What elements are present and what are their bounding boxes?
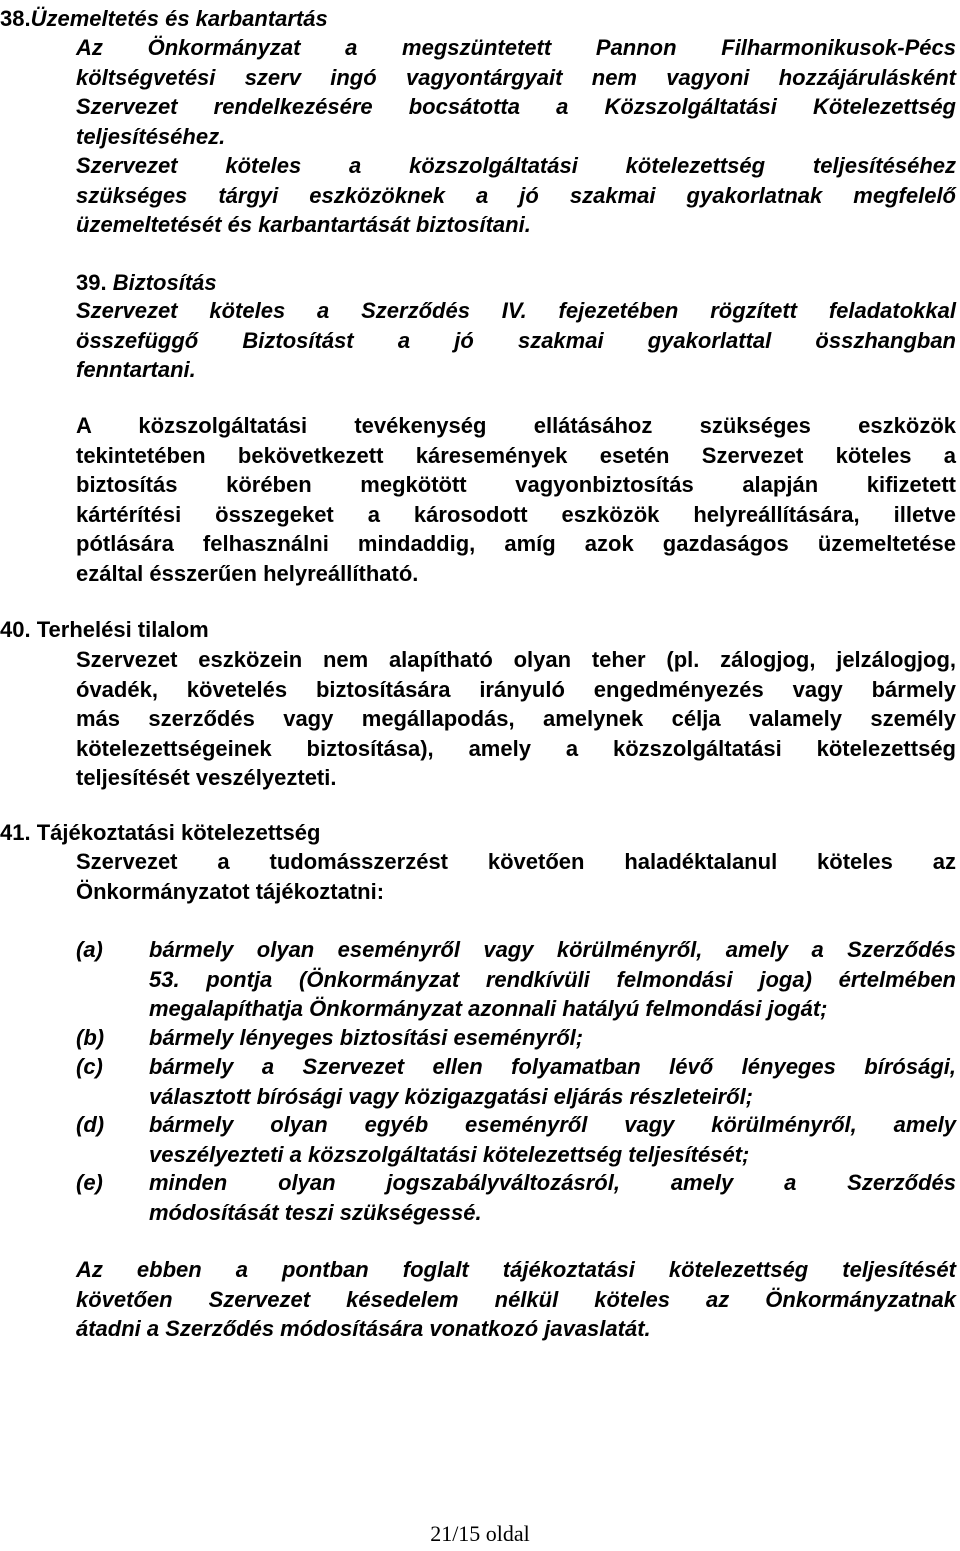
- text-line: Szervezet rendelkezésére bocsátotta a Közszolgáltatási Kötelezettség: [76, 94, 956, 119]
- page-number-footer: 21/15 oldal: [430, 1521, 530, 1546]
- section-41-intro: [76, 847, 956, 906]
- list-item-label-e: (e): [76, 1170, 103, 1195]
- text-line: Az ebben a pontban foglalt tájékoztatási kötelezettség teljesítését: [76, 1257, 956, 1282]
- text-line: veszélyezteti a közszolgáltatási kötelezettség teljesítését;: [149, 1141, 750, 1167]
- text-line: költségvetési szerv ingó vagyontárgyait nem vagyoni hozzájárulásként: [76, 64, 956, 90]
- section-38-paragraph-1: [76, 33, 956, 151]
- section-40-number: 40.: [0, 617, 31, 642]
- section-39-heading: [76, 268, 217, 298]
- text-line: biztosítás körében megkötött vagyonbiztosítás alapján kifizetett: [76, 472, 956, 497]
- section-38-heading: [0, 4, 328, 34]
- section-41-number: 41.: [0, 820, 31, 845]
- text-line: Szervezet a tudomásszerzést követően haladéktalanul köteles az: [76, 849, 956, 874]
- list-item-c: [149, 1052, 956, 1111]
- text-line: Az Önkormányzat a megszüntetett Pannon Filharmonikusok-Pécs: [76, 35, 956, 60]
- text-line: pótlására felhasználni mindaddig, amíg azok gazdaságos üzemeltetése: [76, 531, 956, 556]
- list-item-label-d: (d): [76, 1112, 105, 1137]
- section-40-heading: [0, 615, 209, 645]
- section-41-closing: [76, 1255, 956, 1344]
- text-line: teljesítéséhez.: [76, 123, 226, 149]
- text-line: tekintetében bekövetkezett káresemények esetén Szervezet köteles a: [76, 442, 956, 468]
- list-item-b: [149, 1023, 956, 1053]
- text-line: Szervezet köteles a Szerződés IV. fejezetében rögzített feladatokkal: [76, 298, 956, 323]
- text-line: követően Szervezet késedelem nélkül köteles az Önkormányzatnak: [76, 1286, 956, 1312]
- section-39-paragraph-2: [76, 411, 956, 588]
- text-line: kötelezettségeinek biztosítása), amely a közszolgáltatási kötelezettség: [76, 735, 956, 761]
- text-line: összefüggő Biztosítást a jó szakmai gyakorlattal összhangban: [76, 327, 956, 353]
- list-item-d: [149, 1110, 956, 1169]
- list-item-label-b: (b): [76, 1025, 105, 1050]
- text-line: bármely olyan egyéb eseményről vagy körülményről, amely: [149, 1112, 956, 1137]
- text-line: módosítását teszi szükségessé.: [149, 1199, 482, 1225]
- text-line: átadni a Szerződés módosítására vonatkozó javaslatát.: [76, 1316, 651, 1341]
- text-line: bármely olyan eseményről vagy körülményről, amely a Szerződés: [149, 937, 956, 962]
- text-line: teljesítését veszélyezteti.: [76, 765, 337, 790]
- section-41-heading: [0, 818, 320, 848]
- text-line: üzemeltetését és karbantartását biztosítani.: [76, 212, 531, 237]
- text-line: 53. pontja (Önkormányzat rendkívüli felmondási joga) értelmében: [149, 966, 956, 992]
- text-line: ezáltal ésszerűen helyreállítható.: [76, 560, 419, 586]
- text-line: Szervezet köteles a közszolgáltatási kötelezettség teljesítéséhez: [76, 153, 956, 178]
- section-38-paragraph-2: [76, 151, 956, 240]
- text-line: Szervezet eszközein nem alapítható olyan teher (pl. zálogjog, jelzálogjog,: [76, 647, 956, 672]
- text-line: minden olyan jogszabályváltozásról, amely a Szerződés: [149, 1170, 956, 1195]
- text-line: A közszolgáltatási tevékenység ellátásához szükséges eszközök: [76, 413, 956, 438]
- text-line: választott bírósági vagy közigazgatási eljárás részleteiről;: [149, 1083, 754, 1109]
- section-39-title: Biztosítás: [112, 270, 217, 295]
- section-39-paragraph-1: [76, 296, 956, 385]
- section-40-title: Terhelési tilalom: [36, 617, 209, 642]
- text-line: bármely a Szervezet ellen folyamatban lévő lényeges bírósági,: [149, 1054, 956, 1079]
- text-line: óvadék, követelés biztosítására irányuló engedményezés vagy bármely: [76, 676, 956, 702]
- list-item-label-c: (c): [76, 1054, 103, 1079]
- text-line: szükséges tárgyi eszközöknek a jó szakmai gyakorlatnak megfelelő: [76, 182, 956, 208]
- section-39-number: 39.: [76, 270, 107, 295]
- text-line: fenntartani.: [76, 357, 196, 382]
- list-item-e: [149, 1168, 956, 1227]
- section-38-title: Üzemeltetés és karbantartás: [30, 6, 328, 31]
- list-item-a: [149, 935, 956, 1024]
- text-line: kártérítési összegeket a károsodott eszközök helyreállítására, illetve: [76, 501, 956, 527]
- text-line: bármely lényeges biztosítási eseményről;: [149, 1025, 584, 1050]
- text-line: Önkormányzatot tájékoztatni:: [76, 878, 385, 904]
- text-line: megalapíthatja Önkormányzat azonnali hatályú felmondási jogát;: [149, 996, 828, 1021]
- list-item-label-a: (a): [76, 937, 103, 962]
- section-41-title: Tájékoztatási kötelezettség: [36, 820, 321, 845]
- section-38-number: 38.: [0, 6, 31, 31]
- section-40-paragraph: [76, 645, 956, 793]
- text-line: más szerződés vagy megállapodás, amelynek célja valamely személy: [76, 706, 956, 731]
